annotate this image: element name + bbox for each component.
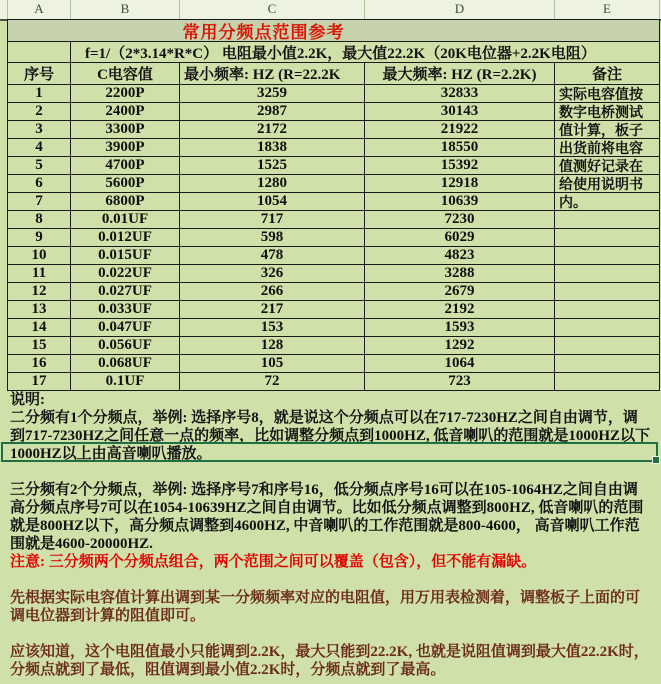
note-line[interactable]: 调电位器到计算的阻值即可。: [10, 608, 206, 624]
cell-max-frequency[interactable]: 15392: [365, 157, 555, 175]
header-seq[interactable]: 序号: [8, 63, 71, 85]
cell-max-frequency[interactable]: 6029: [365, 229, 555, 247]
header-capacitance[interactable]: C电容值: [71, 63, 180, 85]
cell-max-frequency[interactable]: 32833: [365, 85, 555, 103]
cell-capacitance[interactable]: 3300P: [71, 121, 180, 139]
cell-remark[interactable]: [555, 337, 660, 355]
cell-remark[interactable]: [555, 265, 660, 283]
note-line[interactable]: 围就是4600-20000HZ.: [10, 536, 153, 552]
cell-seq[interactable]: 8: [8, 211, 71, 229]
cell-seq[interactable]: 9: [8, 229, 71, 247]
cell-seq[interactable]: 14: [8, 319, 71, 337]
note-line[interactable]: 就是800HZ以下，高分频点调整到4600HZ, 中音喇叭的工作范围就是800-4600， 高音喇叭工作范: [10, 518, 640, 534]
column-header-D[interactable]: D: [365, 0, 555, 19]
cell-remark[interactable]: 数字电桥测试: [555, 103, 660, 121]
cell-capacitance[interactable]: 0.01UF: [71, 211, 180, 229]
cell-seq[interactable]: 15: [8, 337, 71, 355]
cell-min-frequency[interactable]: 105: [180, 355, 365, 373]
sheet-title[interactable]: 常用分频点范围参考: [8, 20, 660, 42]
cell-seq[interactable]: 4: [8, 139, 71, 157]
cell-remark[interactable]: 值计算，板子: [555, 121, 660, 139]
cell-remark[interactable]: [555, 229, 660, 247]
cell-seq[interactable]: 17: [8, 373, 71, 391]
cell-max-frequency[interactable]: 18550: [365, 139, 555, 157]
header-max-frequency[interactable]: 最大频率: HZ (R=2.2K): [365, 63, 555, 85]
selection-border: [1, 442, 658, 462]
cell-seq[interactable]: 2: [8, 103, 71, 121]
formula-row-seq-cell[interactable]: [8, 42, 71, 63]
cell-capacitance[interactable]: 0.1UF: [71, 373, 180, 391]
note-line[interactable]: 先根据实际电容值计算出调到某一分频频率对应的电阻值，用万用表检测着，调整板子上面的可: [10, 590, 641, 606]
cell-seq[interactable]: 16: [8, 355, 71, 373]
cell-max-frequency[interactable]: 10639: [365, 193, 555, 211]
cell-min-frequency[interactable]: 2987: [180, 103, 365, 121]
cell-capacitance[interactable]: 6800P: [71, 193, 180, 211]
cell-min-frequency[interactable]: 598: [180, 229, 365, 247]
note-line[interactable]: 注意: 三分频两个分频点组合，两个范围之间可以覆盖（包含），但不能有漏缺。: [10, 554, 537, 570]
note-line[interactable]: 说明:: [10, 392, 45, 408]
cell-max-frequency[interactable]: 21922: [365, 121, 555, 139]
cell-remark[interactable]: [555, 247, 660, 265]
cell-remark[interactable]: [555, 355, 660, 373]
cell-seq[interactable]: 1: [8, 85, 71, 103]
cell-min-frequency[interactable]: 478: [180, 247, 365, 265]
cell-max-frequency[interactable]: 723: [365, 373, 555, 391]
cell-max-frequency[interactable]: 2192: [365, 301, 555, 319]
cell-remark[interactable]: [555, 373, 660, 391]
cell-min-frequency[interactable]: 1525: [180, 157, 365, 175]
selected-cell-text[interactable]: 1000HZ以上由高音喇叭播放。: [10, 446, 212, 462]
note-line[interactable]: 分频点就到了最低，阻值调到最小值2.2K时，分频点就到了最高。: [10, 662, 446, 678]
cell-capacitance[interactable]: 0.068UF: [71, 355, 180, 373]
fill-handle[interactable]: [652, 456, 660, 464]
cell-seq[interactable]: 11: [8, 265, 71, 283]
cell-max-frequency[interactable]: 7230: [365, 211, 555, 229]
cell-max-frequency[interactable]: 4823: [365, 247, 555, 265]
column-header-B[interactable]: B: [71, 0, 180, 19]
cell-capacitance[interactable]: 2200P: [71, 85, 180, 103]
note-line[interactable]: 二分频有1个分频点，举例: 选择序号8，就是说这个分频点可以在717-7230HZ之间自由调节，调: [10, 410, 638, 426]
column-header-C[interactable]: C: [180, 0, 365, 19]
cell-remark[interactable]: [555, 211, 660, 229]
cell-max-frequency[interactable]: 30143: [365, 103, 555, 121]
column-header-A[interactable]: A: [8, 0, 71, 19]
frequency-table: [7, 19, 660, 391]
cell-capacitance[interactable]: 4700P: [71, 157, 180, 175]
cell-seq[interactable]: 13: [8, 301, 71, 319]
cell-seq[interactable]: 7: [8, 193, 71, 211]
cell-min-frequency[interactable]: 2172: [180, 121, 365, 139]
cell-remark[interactable]: [555, 283, 660, 301]
cell-capacitance[interactable]: 0.033UF: [71, 301, 180, 319]
cell-max-frequency[interactable]: 12918: [365, 175, 555, 193]
cell-min-frequency[interactable]: 217: [180, 301, 365, 319]
cell-min-frequency[interactable]: 1280: [180, 175, 365, 193]
note-line[interactable]: 应该知道，这个电阻值最小只能调到2.2K，最大只能到22.2K, 也就是说阻值调到最大值22.2K时，: [10, 644, 649, 660]
cell-seq[interactable]: 12: [8, 283, 71, 301]
cell-seq[interactable]: 5: [8, 157, 71, 175]
note-line[interactable]: 高分频点序号7可以在1054-10639HZ之间自由调节。比如低分频点调整到800HZ, 低音喇叭的范围: [10, 500, 644, 516]
cell-capacitance[interactable]: 5600P: [71, 175, 180, 193]
cell-min-frequency[interactable]: 3259: [180, 85, 365, 103]
column-letter-strip: [0, 0, 661, 21]
cell-max-frequency[interactable]: 1292: [365, 337, 555, 355]
cell-remark[interactable]: 实际电容值按: [555, 85, 660, 103]
cell-remark[interactable]: 给使用说明书: [555, 175, 660, 193]
cell-remark[interactable]: 值测好记录在: [555, 157, 660, 175]
cell-capacitance[interactable]: 3900P: [71, 139, 180, 157]
cell-seq[interactable]: 3: [8, 121, 71, 139]
cell-capacitance[interactable]: 0.047UF: [71, 319, 180, 337]
formula-note[interactable]: f=1/（2*3.14*R*C） 电阻最小值2.2K，最大值22.2K（20K电位器+2.2K电阻）: [71, 42, 660, 63]
cell-min-frequency[interactable]: 266: [180, 283, 365, 301]
cell-min-frequency[interactable]: 128: [180, 337, 365, 355]
cell-capacitance[interactable]: 0.027UF: [71, 283, 180, 301]
row-header-sliver: [0, 0, 8, 19]
cell-seq[interactable]: 6: [8, 175, 71, 193]
cell-remark[interactable]: 出货前将电容: [555, 139, 660, 157]
cell-remark[interactable]: [555, 301, 660, 319]
cell-capacitance[interactable]: 0.015UF: [71, 247, 180, 265]
cell-min-frequency[interactable]: 153: [180, 319, 365, 337]
cell-remark[interactable]: [555, 319, 660, 337]
cell-min-frequency[interactable]: 1838: [180, 139, 365, 157]
cell-min-frequency[interactable]: 1054: [180, 193, 365, 211]
column-header-E[interactable]: E: [555, 0, 660, 19]
header-remark[interactable]: 备注: [555, 63, 660, 85]
cell-capacitance[interactable]: 2400P: [71, 103, 180, 121]
cell-capacitance[interactable]: 0.012UF: [71, 229, 180, 247]
cell-remark[interactable]: 内。: [555, 193, 660, 211]
cell-max-frequency[interactable]: 1593: [365, 319, 555, 337]
cell-max-frequency[interactable]: 2679: [365, 283, 555, 301]
cell-min-frequency[interactable]: 717: [180, 211, 365, 229]
cell-min-frequency[interactable]: 72: [180, 373, 365, 391]
cell-max-frequency[interactable]: 1064: [365, 355, 555, 373]
header-min-frequency[interactable]: 最小频率: HZ (R=22.2K: [180, 63, 365, 85]
cell-capacitance[interactable]: 0.022UF: [71, 265, 180, 283]
note-line[interactable]: 到717-7230HZ之间任意一点的频率，比如调整分频点到1000HZ, 低音喇叭的范围就是1000HZ以下: [10, 428, 651, 444]
cell-capacitance[interactable]: 0.056UF: [71, 337, 180, 355]
cell-seq[interactable]: 10: [8, 247, 71, 265]
cell-max-frequency[interactable]: 3288: [365, 265, 555, 283]
note-line[interactable]: 三分频有2个分频点，举例: 选择序号7和序号16，低分频点序号16可以在105-1064HZ之间自由调: [10, 482, 638, 498]
cell-min-frequency[interactable]: 326: [180, 265, 365, 283]
